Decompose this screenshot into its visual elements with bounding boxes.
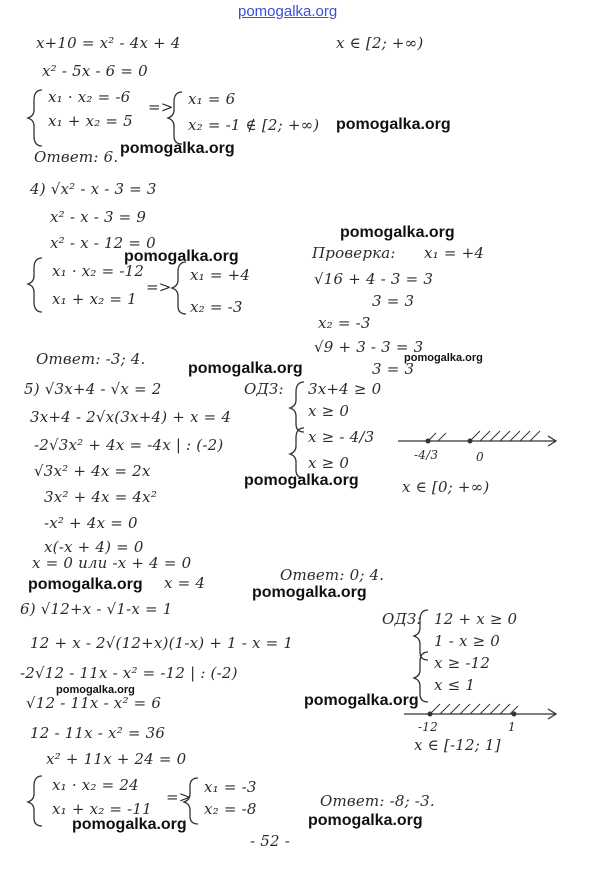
axis-label: -12 (418, 720, 438, 734)
brace-4 (172, 262, 186, 314)
brace-9 (28, 776, 42, 826)
equation-line: x(-x + 4) = 0 (44, 538, 144, 556)
watermark: pomogalka.org (308, 812, 423, 829)
root-line: x₁ = 6 (188, 90, 236, 108)
implies-arrow: => (166, 788, 192, 806)
axis-label: -4/3 (414, 448, 439, 462)
equation-line: -2√12 - 11x - x² = -12 | : (-2) (20, 664, 238, 682)
watermark: pomogalka.org (404, 352, 483, 364)
odz-line: x ≥ - 4/3 (308, 428, 375, 446)
check-title: Проверка: (312, 244, 396, 262)
equation-line: x² - 5x - 6 = 0 (42, 62, 148, 80)
answer-line: Ответ: 0; 4. (280, 566, 385, 584)
watermark: pomogalka.org (28, 576, 143, 593)
answer-line: Ответ: 6. (34, 148, 119, 166)
odz-label: ОДЗ: (382, 610, 422, 628)
watermark: pomogalka.org (124, 248, 239, 265)
brace-5 (290, 382, 304, 432)
equation-line: 3x+4 - 2√x(3x+4) + x = 4 (30, 408, 232, 426)
odz-line: 12 + x ≥ 0 (434, 610, 518, 628)
odz-line: x ≤ 1 (434, 676, 476, 694)
vieta-line: x₁ + x₂ = 1 (52, 290, 137, 308)
watermark: pomogalka.org (336, 116, 451, 133)
watermark: pomogalka.org (188, 360, 303, 377)
root-line: x₁ = +4 (190, 266, 251, 284)
answer-line: Ответ: -8; -3. (320, 792, 435, 810)
brace-3 (28, 258, 42, 312)
vieta-line: x₁ · x₂ = -12 (52, 262, 145, 280)
watermark: pomogalka.org (56, 684, 135, 696)
vieta-line: x₁ + x₂ = -11 (52, 800, 152, 818)
check-line: √9 + 3 - 3 = 3 (314, 338, 424, 356)
brace-6 (290, 428, 304, 478)
equation-line: 12 + x - 2√(12+x)(1-x) + 1 - x = 1 (30, 634, 294, 652)
root-line: x₂ = -8 (204, 800, 257, 818)
check-line: 3 = 3 (372, 292, 415, 310)
odz-line: x ≥ 0 (308, 454, 350, 472)
equation-line: x+10 = x² - 4x + 4 (36, 34, 181, 52)
domain-line: x ∈ [-12; 1] (414, 736, 501, 754)
problem-statement: 6) √12+x - √1-x = 1 (20, 600, 173, 618)
problem-statement: 5) √3x+4 - √x = 2 (24, 380, 162, 398)
vieta-line: x₁ + x₂ = 5 (48, 112, 133, 130)
watermark: pomogalka.org (340, 224, 455, 241)
check-line: √16 + 4 - 3 = 3 (314, 270, 434, 288)
watermark: pomogalka.org (244, 472, 359, 489)
watermark: pomogalka.org (72, 816, 187, 833)
vieta-line: x₁ · x₂ = -6 (48, 88, 131, 106)
equation-line: 12 - 11x - x² = 36 (30, 724, 166, 742)
equation-line: x = 4 (164, 574, 206, 592)
equation-line: -x² + 4x = 0 (44, 514, 138, 532)
equation-line: x² - x - 3 = 9 (50, 208, 147, 226)
equation-line: x = 0 или -x + 4 = 0 (32, 554, 192, 572)
axis-label: 0 (476, 450, 484, 464)
root-line: x₁ = -3 (204, 778, 257, 796)
answer-line: Ответ: -3; 4. (36, 350, 146, 368)
odz-line: 3x+4 ≥ 0 (308, 380, 382, 398)
odz-label: ОДЗ: (244, 380, 284, 398)
implies-arrow: => (148, 98, 174, 116)
equation-line: 3x² + 4x = 4x² (44, 488, 158, 506)
equation-line: x² - x - 12 = 0 (50, 234, 156, 252)
check-line: 3 = 3 (372, 360, 415, 378)
domain-line: x ∈ [2; +∞) (336, 34, 424, 52)
axis-label: 1 (508, 720, 516, 734)
check-value: x₁ = +4 (424, 244, 485, 262)
page-number: - 52 - (250, 832, 290, 850)
equation-line: √12 - 11x - x² = 6 (26, 694, 162, 712)
brace-1 (28, 90, 42, 146)
problem-statement: 4) √x² - x - 3 = 3 (30, 180, 157, 198)
watermark: pomogalka.org (120, 140, 235, 157)
root-line: x₂ = -1 ∉ [2; +∞) (188, 116, 320, 134)
odz-line: x ≥ -12 (434, 654, 491, 672)
vieta-line: x₁ · x₂ = 24 (52, 776, 139, 794)
root-line: x₂ = -3 (190, 298, 243, 316)
equation-line: √3x² + 4x = 2x (34, 462, 151, 480)
check-value: x₂ = -3 (318, 314, 371, 332)
domain-line: x ∈ [0; +∞) (402, 478, 490, 496)
equation-line: -2√3x² + 4x = -4x | : (-2) (34, 436, 224, 454)
implies-arrow: => (146, 278, 172, 296)
watermark: pomogalka.org (304, 692, 419, 709)
site-watermark: pomogalka.org (238, 3, 338, 20)
watermark: pomogalka.org (252, 584, 367, 601)
equation-line: x² + 11x + 24 = 0 (46, 750, 187, 768)
odz-line: 1 - x ≥ 0 (434, 632, 501, 650)
odz-line: x ≥ 0 (308, 402, 350, 420)
